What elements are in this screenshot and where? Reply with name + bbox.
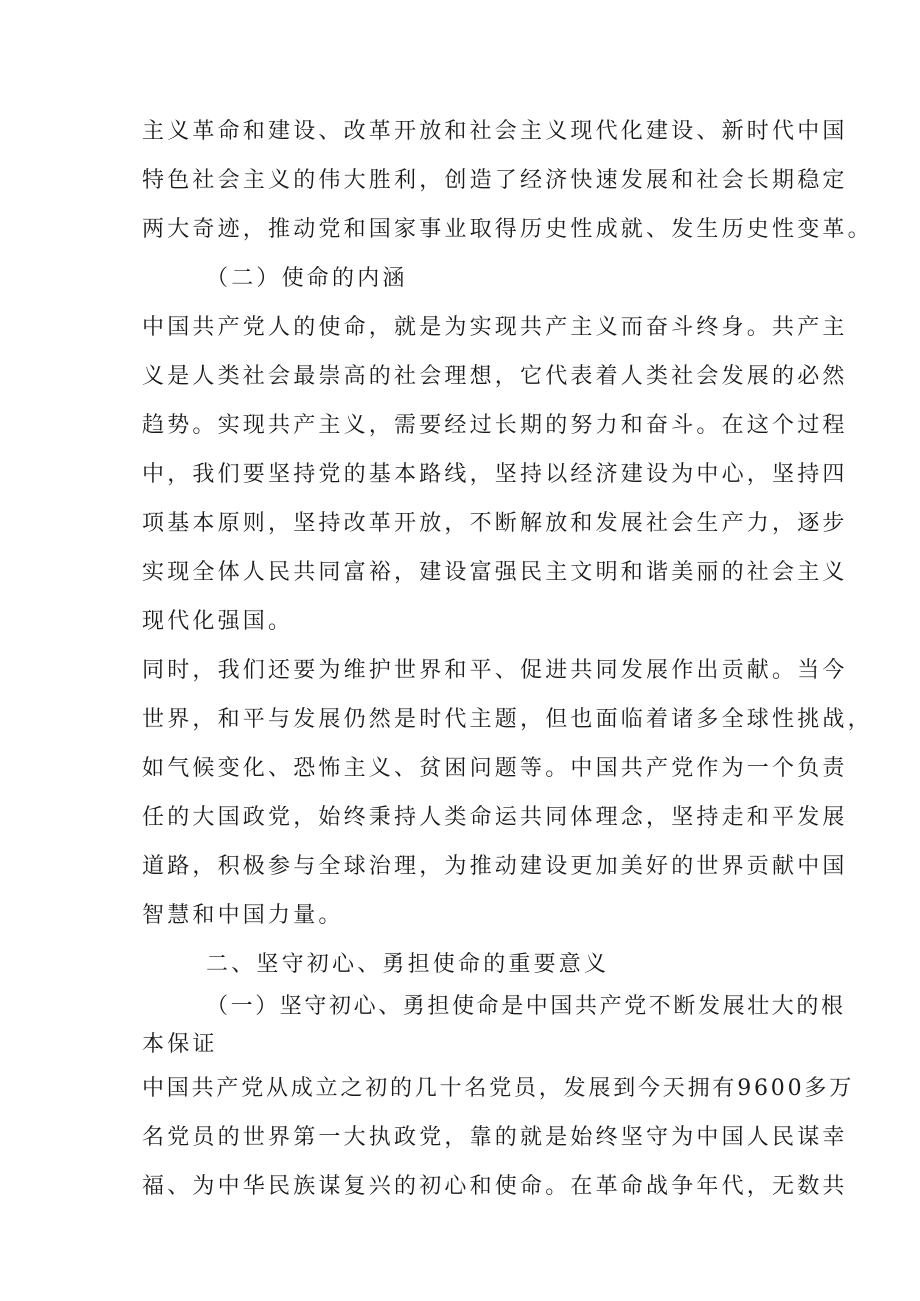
text-line: 实现全体人民共同富裕，建设富强民主文明和谐美丽的社会主义 [142,560,848,585]
paragraph-revolution-achievements [142,113,873,249]
text-line: 两大奇迹，推动党和国家事业取得历史性成就、发生历史性变革。 [142,217,873,242]
section-heading-mission-meaning: （二）使命的内涵 [206,266,408,291]
subsection-heading-fundamental-guarantee [142,988,846,1064]
text-line: 如气候变化、恐怖主义、贫困问题等。中国共产党作为一个负责 [142,756,848,781]
paragraph-party-growth [142,1070,854,1206]
text-line: 中国共产党从成立之初的几十名党员，发展到今天拥有9600多万 [142,1076,854,1101]
text-line: 福、为中华民族谋复兴的初心和使命。在革命战争年代，无数共 [142,1174,848,1199]
text-line: 名党员的世界第一大执政党，靠的就是始终坚守为中国人民谋幸 [142,1125,848,1150]
text-line: （一）坚守初心、勇担使命是中国共产党不断发展壮大的根 [206,994,846,1019]
paragraph-mission-communism [142,309,848,641]
text-line: 中国共产党人的使命，就是为实现共产主义而奋斗终身。共产主 [142,315,848,340]
text-line: 主义革命和建设、改革开放和社会主义现代化建设、新时代中国 [142,119,848,144]
text-line: 本保证 [142,1032,218,1057]
document-page [142,113,873,1217]
text-line: 智慧和中国力量。 [142,903,344,928]
text-line: 任的大国政党，始终秉持人类命运共同体理念，坚持走和平发展 [142,805,848,830]
text-line: 特色社会主义的伟大胜利，创造了经济快速发展和社会长期稳定 [142,168,848,193]
text-line: 义是人类社会最崇高的社会理想，它代表着人类社会发展的必然 [142,364,848,389]
text-line: 现代化强国。 [142,609,294,634]
text-line: 中，我们要坚持党的基本路线，坚持以经济建设为中心，坚持四 [142,462,848,487]
text-line: 趋势。实现共产主义，需要经过长期的努力和奋斗。在这个过程 [142,413,848,438]
section-heading-importance: 二、坚守初心、勇担使命的重要意义 [206,952,610,977]
text-line: 项基本原则，坚持改革开放，不断解放和发展社会生产力，逐步 [142,511,848,536]
text-line: 同时，我们还要为维护世界和平、促进共同发展作出贡献。当今 [142,658,848,683]
text-line: 世界，和平与发展仍然是时代主题，但也面临着诸多全球性挑战， [142,707,873,732]
text-line: 道路，积极参与全球治理，为推动建设更加美好的世界贡献中国 [142,854,848,879]
paragraph-world-peace [142,652,873,935]
